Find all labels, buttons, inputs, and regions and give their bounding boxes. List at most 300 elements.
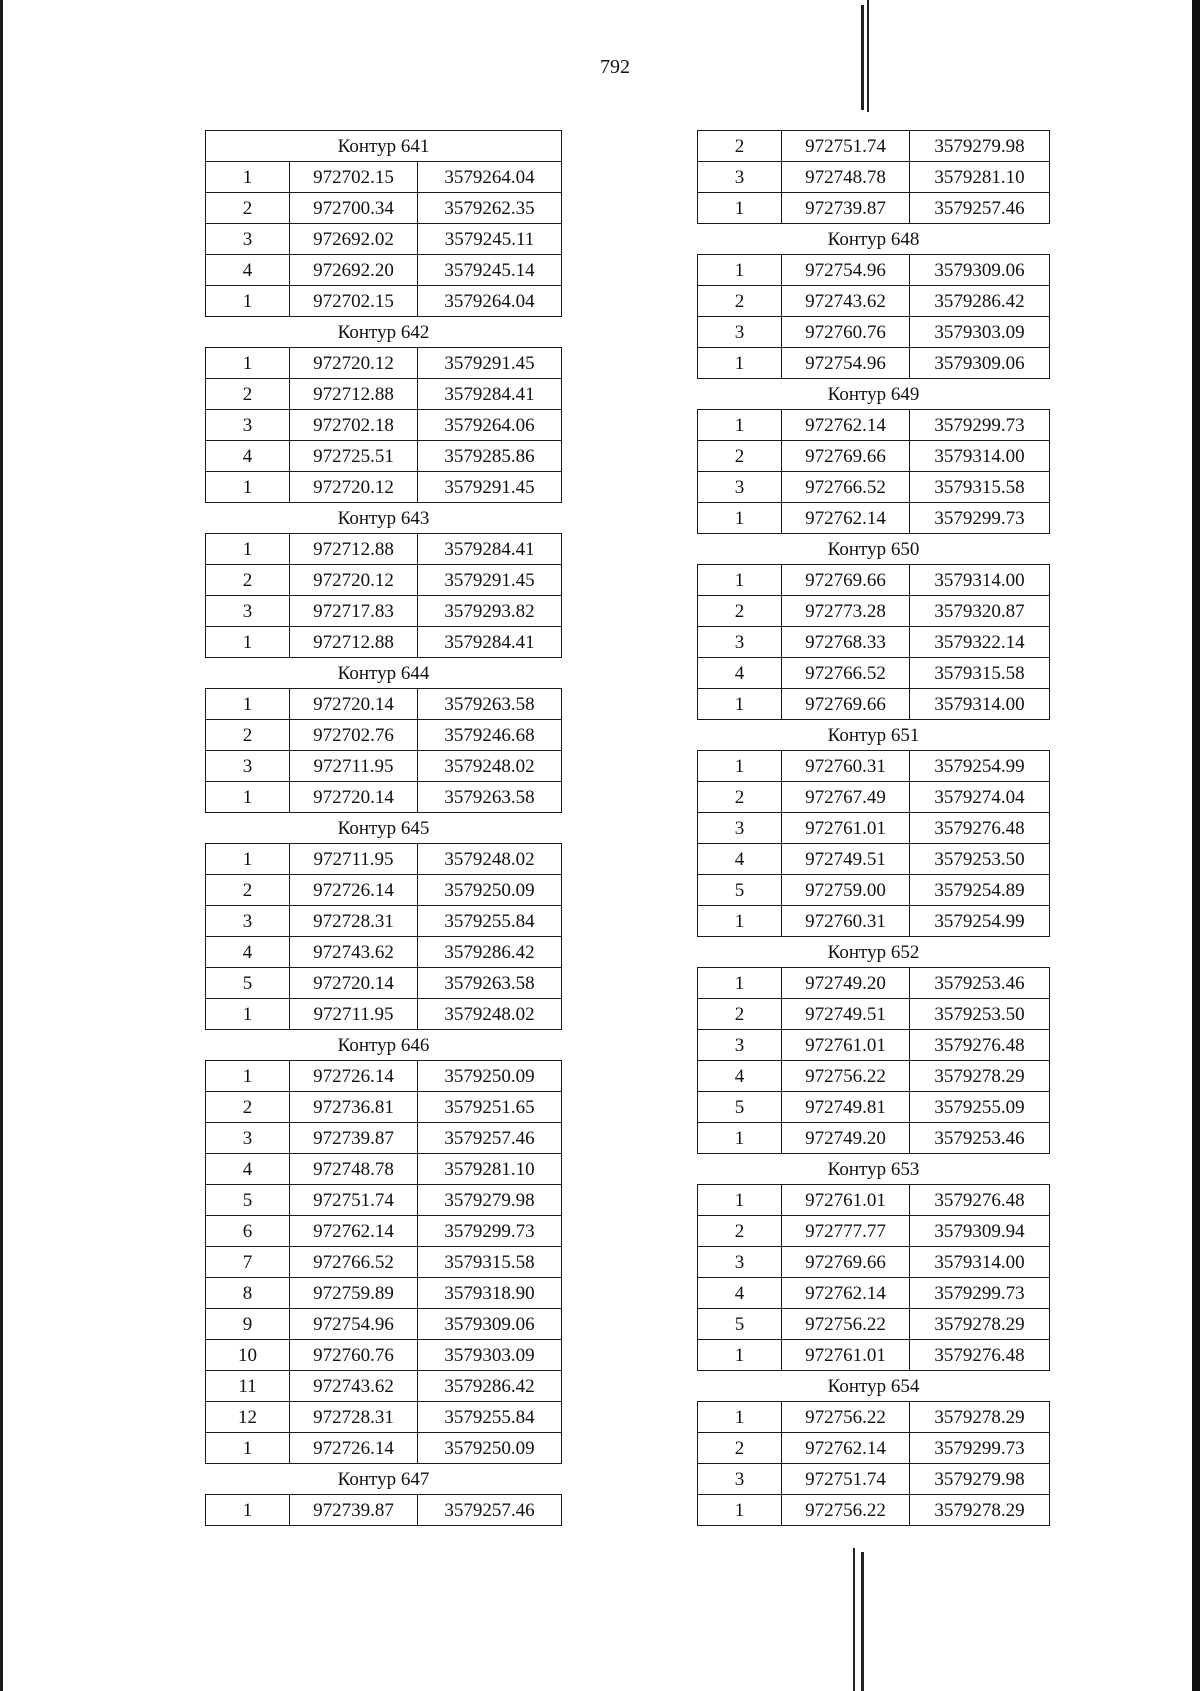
- coordinate-y: 3579276.48: [910, 1030, 1050, 1061]
- table-row: [206, 1309, 562, 1340]
- coordinate-x: 972726.14: [290, 875, 418, 906]
- coordinate-x: 972760.31: [782, 906, 910, 937]
- contour-label: Контур 648: [698, 224, 1050, 255]
- coordinate-y: 3579254.99: [910, 751, 1050, 782]
- coordinate-y: 3579303.09: [910, 317, 1050, 348]
- coordinate-x: 972692.20: [290, 255, 418, 286]
- table-row: [698, 1216, 1050, 1247]
- coordinate-x: 972728.31: [290, 906, 418, 937]
- point-number: 12: [206, 1402, 290, 1433]
- coordinate-x: 972739.87: [290, 1495, 418, 1526]
- point-number: 1: [698, 689, 782, 720]
- table-row: [206, 627, 562, 658]
- coordinate-x: 972766.52: [290, 1247, 418, 1278]
- point-number: 3: [698, 317, 782, 348]
- coordinate-x: 972720.12: [290, 472, 418, 503]
- point-number: 4: [206, 937, 290, 968]
- coordinate-x: 972759.00: [782, 875, 910, 906]
- point-number: 4: [206, 441, 290, 472]
- point-number: 3: [206, 410, 290, 441]
- contour-header-row: [206, 131, 562, 162]
- point-number: 2: [206, 379, 290, 410]
- table-row: [698, 410, 1050, 441]
- contour-header-row: [698, 720, 1050, 751]
- coordinate-x: 972759.89: [290, 1278, 418, 1309]
- coordinate-x: 972761.01: [782, 1185, 910, 1216]
- contour-label: Контур 649: [698, 379, 1050, 410]
- table-row: [698, 1402, 1050, 1433]
- table-row: [206, 689, 562, 720]
- coordinate-y: 3579309.06: [418, 1309, 562, 1340]
- coordinate-y: 3579253.50: [910, 844, 1050, 875]
- table-row: [206, 410, 562, 441]
- page-number: 792: [600, 56, 630, 78]
- coordinate-y: 3579263.58: [418, 782, 562, 813]
- coordinate-x: 972711.95: [290, 751, 418, 782]
- table-row: [698, 1185, 1050, 1216]
- coordinate-x: 972712.88: [290, 379, 418, 410]
- contour-label: Контур 650: [698, 534, 1050, 565]
- point-number: 1: [206, 844, 290, 875]
- page-right-edge: [1192, 0, 1200, 1691]
- coordinate-x: 972720.14: [290, 968, 418, 999]
- coordinate-y: 3579264.06: [418, 410, 562, 441]
- coordinate-x: 972751.74: [782, 131, 910, 162]
- table-row: [206, 1123, 562, 1154]
- point-number: 4: [698, 844, 782, 875]
- coordinate-y: 3579281.10: [418, 1154, 562, 1185]
- point-number: 3: [698, 1464, 782, 1495]
- table-row: [206, 937, 562, 968]
- coordinate-y: 3579278.29: [910, 1402, 1050, 1433]
- coordinate-x: 972736.81: [290, 1092, 418, 1123]
- table-row: [698, 782, 1050, 813]
- coordinate-y: 3579278.29: [910, 1309, 1050, 1340]
- point-number: 1: [698, 255, 782, 286]
- coordinate-x: 972720.14: [290, 782, 418, 813]
- point-number: 2: [698, 782, 782, 813]
- coordinate-x: 972702.15: [290, 162, 418, 193]
- coordinate-y: 3579251.65: [418, 1092, 562, 1123]
- table-row: [698, 1309, 1050, 1340]
- table-row: [698, 1092, 1050, 1123]
- coordinate-y: 3579281.10: [910, 162, 1050, 193]
- point-number: 3: [698, 162, 782, 193]
- table-row: [206, 472, 562, 503]
- coordinates-table-right: [697, 130, 1050, 1526]
- table-row: [698, 255, 1050, 286]
- coordinate-x: 972720.12: [290, 348, 418, 379]
- coordinate-y: 3579257.46: [418, 1123, 562, 1154]
- coordinate-x: 972749.51: [782, 999, 910, 1030]
- contour-header-row: [206, 1464, 562, 1495]
- point-number: 2: [698, 131, 782, 162]
- coordinate-y: 3579250.09: [418, 1433, 562, 1464]
- point-number: 4: [698, 1061, 782, 1092]
- coordinate-x: 972749.81: [782, 1092, 910, 1123]
- point-number: 3: [698, 472, 782, 503]
- coordinate-x: 972702.76: [290, 720, 418, 751]
- coordinate-x: 972702.15: [290, 286, 418, 317]
- coordinate-x: 972720.14: [290, 689, 418, 720]
- contour-label: Контур 653: [698, 1154, 1050, 1185]
- contour-label: Контур 644: [206, 658, 562, 689]
- coordinate-x: 972762.14: [782, 1278, 910, 1309]
- point-number: 4: [206, 1154, 290, 1185]
- coordinate-x: 972748.78: [290, 1154, 418, 1185]
- point-number: 1: [698, 193, 782, 224]
- table-row: [206, 162, 562, 193]
- contour-header-row: [698, 937, 1050, 968]
- point-number: 1: [206, 1061, 290, 1092]
- coordinate-y: 3579291.45: [418, 472, 562, 503]
- coordinate-x: 972762.14: [782, 410, 910, 441]
- coordinate-y: 3579279.98: [910, 1464, 1050, 1495]
- coordinate-y: 3579299.73: [910, 1433, 1050, 1464]
- coordinate-x: 972748.78: [782, 162, 910, 193]
- contour-header-row: [206, 317, 562, 348]
- coordinate-x: 972769.66: [782, 565, 910, 596]
- coordinate-x: 972760.31: [782, 751, 910, 782]
- table-row: [698, 1433, 1050, 1464]
- table-row: [698, 1278, 1050, 1309]
- coordinates-table-right-body: [698, 131, 1050, 1526]
- table-row: [206, 1216, 562, 1247]
- coordinate-x: 972749.20: [782, 1123, 910, 1154]
- coordinates-table-left: [205, 130, 562, 1526]
- table-row: [698, 162, 1050, 193]
- coordinate-y: 3579257.46: [910, 193, 1050, 224]
- point-number: 1: [206, 162, 290, 193]
- coordinate-y: 3579262.35: [418, 193, 562, 224]
- coordinate-y: 3579322.14: [910, 627, 1050, 658]
- table-row: [698, 317, 1050, 348]
- point-number: 1: [698, 503, 782, 534]
- coordinate-x: 972773.28: [782, 596, 910, 627]
- point-number: 1: [698, 751, 782, 782]
- coordinate-x: 972754.96: [782, 255, 910, 286]
- point-number: 1: [206, 348, 290, 379]
- table-row: [698, 627, 1050, 658]
- point-number: 3: [206, 224, 290, 255]
- coordinate-y: 3579250.09: [418, 875, 562, 906]
- contour-header-row: [698, 224, 1050, 255]
- table-row: [206, 1433, 562, 1464]
- table-row: [206, 720, 562, 751]
- coordinate-y: 3579276.48: [910, 813, 1050, 844]
- coordinate-y: 3579314.00: [910, 1247, 1050, 1278]
- contour-label: Контур 646: [206, 1030, 562, 1061]
- table-row: [698, 906, 1050, 937]
- coordinate-y: 3579278.29: [910, 1061, 1050, 1092]
- table-row: [698, 999, 1050, 1030]
- table-row: [206, 782, 562, 813]
- coordinate-x: 972766.52: [782, 472, 910, 503]
- point-number: 10: [206, 1340, 290, 1371]
- point-number: 1: [698, 1185, 782, 1216]
- coordinate-y: 3579278.29: [910, 1495, 1050, 1526]
- coordinate-x: 972760.76: [782, 317, 910, 348]
- coordinate-y: 3579291.45: [418, 348, 562, 379]
- coordinate-y: 3579279.98: [418, 1185, 562, 1216]
- point-number: 1: [206, 472, 290, 503]
- table-row: [698, 751, 1050, 782]
- table-row: [206, 379, 562, 410]
- coordinate-x: 972767.49: [782, 782, 910, 813]
- coordinate-x: 972743.62: [782, 286, 910, 317]
- coordinate-x: 972692.02: [290, 224, 418, 255]
- coordinate-x: 972739.87: [290, 1123, 418, 1154]
- point-number: 4: [698, 1278, 782, 1309]
- table-row: [206, 596, 562, 627]
- coordinate-y: 3579299.73: [910, 503, 1050, 534]
- table-row: [206, 1092, 562, 1123]
- coordinate-y: 3579309.06: [910, 255, 1050, 286]
- contour-label: Контур 641: [206, 131, 562, 162]
- coordinate-x: 972760.76: [290, 1340, 418, 1371]
- coordinate-y: 3579253.46: [910, 968, 1050, 999]
- table-row: [206, 348, 562, 379]
- point-number: 1: [698, 410, 782, 441]
- point-number: 1: [206, 1433, 290, 1464]
- coordinate-y: 3579285.86: [418, 441, 562, 472]
- coordinate-x: 972751.74: [782, 1464, 910, 1495]
- table-row: [206, 441, 562, 472]
- table-row: [206, 1061, 562, 1092]
- table-row: [698, 1247, 1050, 1278]
- coordinate-x: 972712.88: [290, 534, 418, 565]
- point-number: 3: [698, 1247, 782, 1278]
- table-row: [698, 875, 1050, 906]
- coordinate-y: 3579309.94: [910, 1216, 1050, 1247]
- coordinate-x: 972726.14: [290, 1433, 418, 1464]
- contour-header-row: [698, 1154, 1050, 1185]
- point-number: 2: [698, 596, 782, 627]
- table-row: [206, 1154, 562, 1185]
- point-number: 1: [206, 286, 290, 317]
- contour-label: Контур 654: [698, 1371, 1050, 1402]
- table-row: [206, 1371, 562, 1402]
- coordinate-x: 972728.31: [290, 1402, 418, 1433]
- coordinate-x: 972726.14: [290, 1061, 418, 1092]
- table-row: [698, 441, 1050, 472]
- coordinate-x: 972756.22: [782, 1061, 910, 1092]
- point-number: 5: [698, 875, 782, 906]
- table-row: [698, 1061, 1050, 1092]
- table-row: [206, 286, 562, 317]
- coordinate-x: 972743.62: [290, 1371, 418, 1402]
- coordinate-x: 972711.95: [290, 999, 418, 1030]
- point-number: 3: [206, 1123, 290, 1154]
- table-row: [206, 1278, 562, 1309]
- table-row: [698, 1123, 1050, 1154]
- point-number: 1: [206, 782, 290, 813]
- table-row: [698, 503, 1050, 534]
- point-number: 9: [206, 1309, 290, 1340]
- point-number: 2: [698, 441, 782, 472]
- point-number: 4: [206, 255, 290, 286]
- scan-mark-top-2: [867, 0, 869, 112]
- coordinate-x: 972756.22: [782, 1309, 910, 1340]
- table-row: [698, 658, 1050, 689]
- coordinate-y: 3579263.58: [418, 689, 562, 720]
- coordinate-x: 972749.20: [782, 968, 910, 999]
- table-row: [206, 844, 562, 875]
- table-row: [698, 844, 1050, 875]
- coordinate-y: 3579279.98: [910, 131, 1050, 162]
- coordinate-y: 3579320.87: [910, 596, 1050, 627]
- table-row: [206, 534, 562, 565]
- coordinate-x: 972743.62: [290, 937, 418, 968]
- coordinate-x: 972777.77: [782, 1216, 910, 1247]
- contour-label: Контур 652: [698, 937, 1050, 968]
- contour-label: Контур 642: [206, 317, 562, 348]
- coordinate-y: 3579276.48: [910, 1340, 1050, 1371]
- point-number: 1: [206, 534, 290, 565]
- coordinate-y: 3579314.00: [910, 441, 1050, 472]
- contour-header-row: [698, 379, 1050, 410]
- coordinate-y: 3579248.02: [418, 999, 562, 1030]
- coordinate-x: 972766.52: [782, 658, 910, 689]
- coordinate-x: 972769.66: [782, 1247, 910, 1278]
- point-number: 2: [206, 720, 290, 751]
- table-row: [206, 999, 562, 1030]
- contour-header-row: [698, 1371, 1050, 1402]
- coordinate-y: 3579299.73: [910, 1278, 1050, 1309]
- coordinate-y: 3579286.42: [418, 1371, 562, 1402]
- coordinate-x: 972754.96: [782, 348, 910, 379]
- coordinate-y: 3579248.02: [418, 844, 562, 875]
- table-row: [206, 193, 562, 224]
- point-number: 1: [698, 1340, 782, 1371]
- table-row: [698, 565, 1050, 596]
- point-number: 3: [206, 596, 290, 627]
- point-number: 1: [206, 1495, 290, 1526]
- coordinate-y: 3579264.04: [418, 286, 562, 317]
- coordinate-y: 3579264.04: [418, 162, 562, 193]
- coordinate-y: 3579253.46: [910, 1123, 1050, 1154]
- coordinate-x: 972711.95: [290, 844, 418, 875]
- coordinate-y: 3579255.84: [418, 906, 562, 937]
- coordinate-y: 3579293.82: [418, 596, 562, 627]
- coordinate-y: 3579253.50: [910, 999, 1050, 1030]
- point-number: 1: [698, 565, 782, 596]
- coordinate-x: 972762.14: [290, 1216, 418, 1247]
- scan-mark-bottom: [853, 1548, 855, 1691]
- coordinate-x: 972754.96: [290, 1309, 418, 1340]
- point-number: 5: [698, 1092, 782, 1123]
- table-row: [698, 596, 1050, 627]
- table-row: [698, 689, 1050, 720]
- coordinate-y: 3579299.73: [418, 1216, 562, 1247]
- table-row: [206, 906, 562, 937]
- point-number: 4: [698, 658, 782, 689]
- coordinate-y: 3579314.00: [910, 689, 1050, 720]
- point-number: 6: [206, 1216, 290, 1247]
- table-row: [698, 968, 1050, 999]
- table-row: [206, 751, 562, 782]
- coordinate-y: 3579245.14: [418, 255, 562, 286]
- point-number: 2: [206, 193, 290, 224]
- point-number: 5: [698, 1309, 782, 1340]
- contour-label: Контур 647: [206, 1464, 562, 1495]
- point-number: 1: [698, 1495, 782, 1526]
- table-row: [206, 1185, 562, 1216]
- point-number: 2: [698, 286, 782, 317]
- point-number: 3: [698, 627, 782, 658]
- scan-mark-bottom-2: [861, 1552, 864, 1691]
- contour-header-row: [206, 1030, 562, 1061]
- coordinate-y: 3579276.48: [910, 1185, 1050, 1216]
- coordinate-y: 3579248.02: [418, 751, 562, 782]
- table-row: [206, 968, 562, 999]
- point-number: 2: [206, 565, 290, 596]
- coordinate-x: 972720.12: [290, 565, 418, 596]
- point-number: 1: [206, 999, 290, 1030]
- coordinate-x: 972769.66: [782, 689, 910, 720]
- coordinate-x: 972751.74: [290, 1185, 418, 1216]
- table-row: [698, 131, 1050, 162]
- coordinate-y: 3579255.09: [910, 1092, 1050, 1123]
- table-row: [698, 1030, 1050, 1061]
- coordinate-x: 972700.34: [290, 193, 418, 224]
- coordinate-x: 972739.87: [782, 193, 910, 224]
- table-row: [698, 193, 1050, 224]
- coordinate-x: 972725.51: [290, 441, 418, 472]
- coordinate-y: 3579286.42: [910, 286, 1050, 317]
- coordinate-y: 3579246.68: [418, 720, 562, 751]
- table-row: [698, 348, 1050, 379]
- point-number: 5: [206, 968, 290, 999]
- coordinate-y: 3579274.04: [910, 782, 1050, 813]
- coordinate-y: 3579254.99: [910, 906, 1050, 937]
- point-number: 8: [206, 1278, 290, 1309]
- point-number: 1: [698, 906, 782, 937]
- coordinate-y: 3579315.58: [418, 1247, 562, 1278]
- contour-header-row: [206, 813, 562, 844]
- point-number: 2: [206, 875, 290, 906]
- coordinate-x: 972761.01: [782, 1030, 910, 1061]
- coordinate-x: 972756.22: [782, 1402, 910, 1433]
- table-row: [698, 1340, 1050, 1371]
- point-number: 1: [698, 1123, 782, 1154]
- point-number: 11: [206, 1371, 290, 1402]
- table-row: [206, 875, 562, 906]
- table-row: [698, 1495, 1050, 1526]
- table-row: [698, 813, 1050, 844]
- coordinate-x: 972756.22: [782, 1495, 910, 1526]
- contour-label: Контур 645: [206, 813, 562, 844]
- point-number: 2: [698, 999, 782, 1030]
- coordinate-y: 3579284.41: [418, 534, 562, 565]
- coordinate-y: 3579254.89: [910, 875, 1050, 906]
- contour-label: Контур 651: [698, 720, 1050, 751]
- point-number: 1: [698, 968, 782, 999]
- coordinate-y: 3579314.00: [910, 565, 1050, 596]
- point-number: 1: [698, 1402, 782, 1433]
- contour-label: Контур 643: [206, 503, 562, 534]
- table-row: [206, 1340, 562, 1371]
- coordinate-x: 972761.01: [782, 813, 910, 844]
- point-number: 1: [698, 348, 782, 379]
- coordinate-y: 3579284.41: [418, 379, 562, 410]
- point-number: 2: [206, 1092, 290, 1123]
- coordinate-y: 3579263.58: [418, 968, 562, 999]
- coordinate-y: 3579245.11: [418, 224, 562, 255]
- coordinate-y: 3579255.84: [418, 1402, 562, 1433]
- table-row: [206, 1495, 562, 1526]
- coordinate-y: 3579318.90: [418, 1278, 562, 1309]
